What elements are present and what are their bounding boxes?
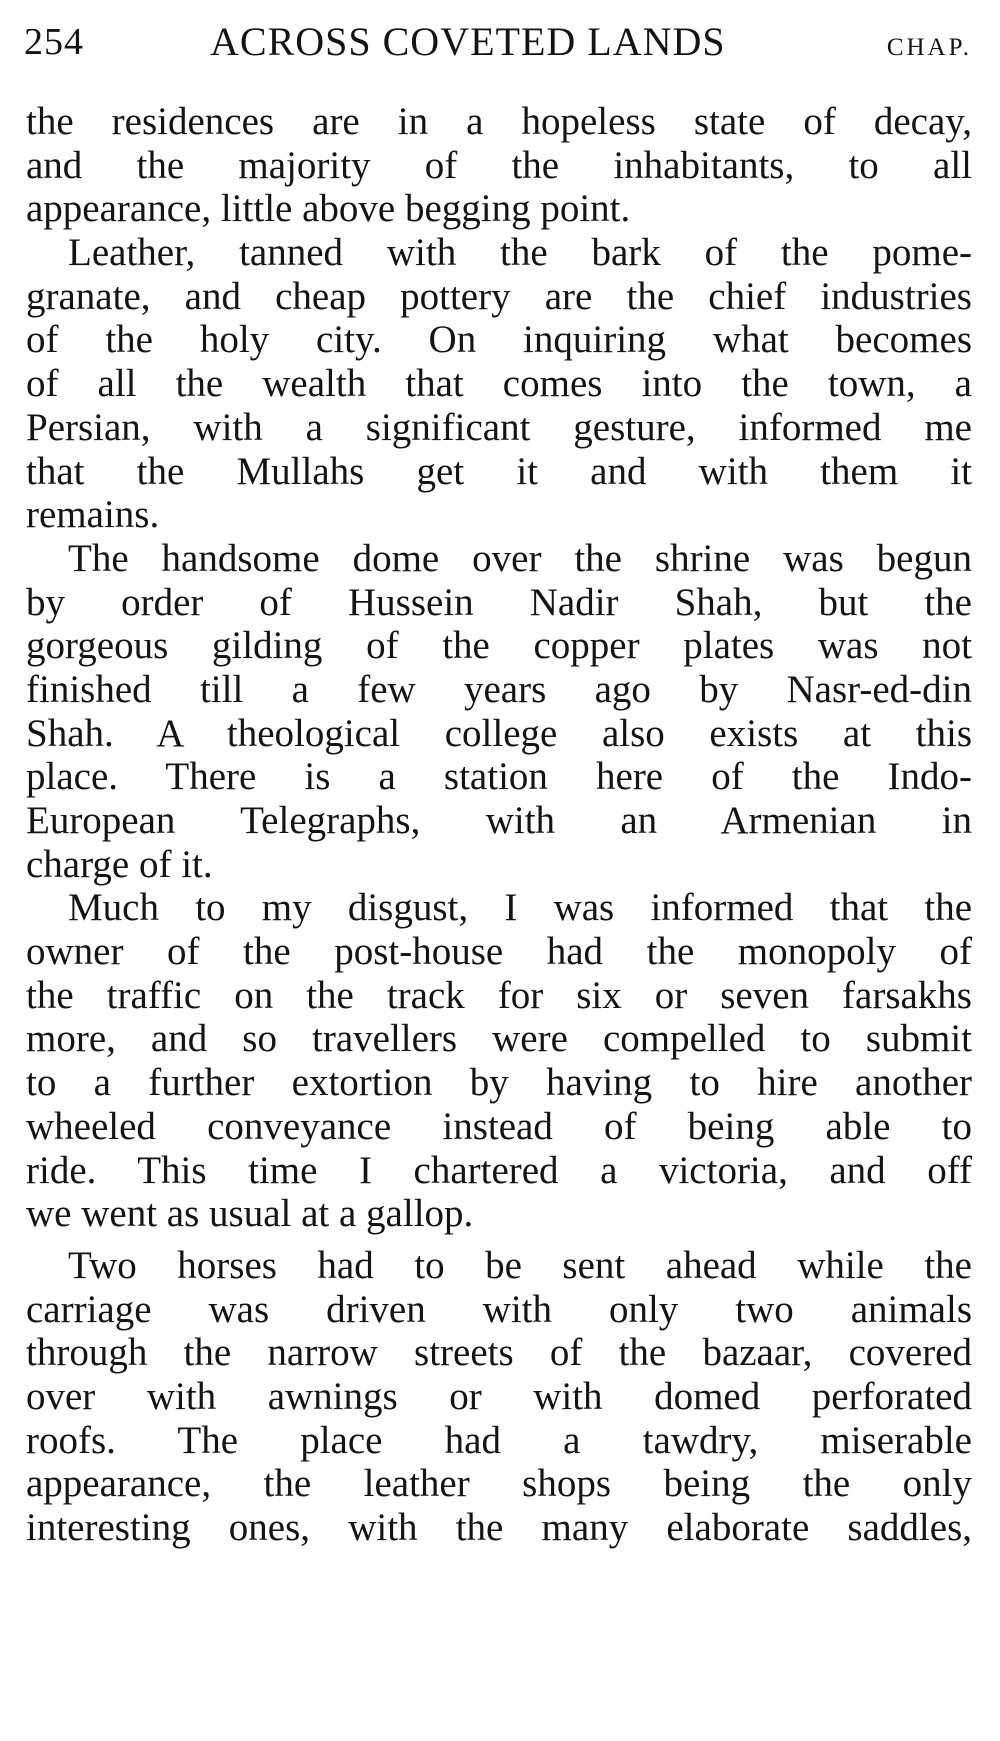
text-line: Leather, tanned with the bark of the pome- — [68, 231, 972, 275]
text-line: to a further extortion by having to hire another — [26, 1061, 972, 1105]
text-line: place. There is a station here of the Indo- — [26, 755, 972, 799]
page-number: 254 — [24, 21, 84, 63]
text-line: the residences are in a hopeless state of decay, — [26, 100, 972, 143]
text-line: gorgeous gilding of the copper plates was not — [26, 624, 972, 668]
text-line: over with awnings or with domed perforated — [26, 1374, 972, 1418]
text-line: Two horses had to be sent ahead while the — [68, 1243, 972, 1287]
paragraph-5 — [26, 1244, 972, 1550]
text-line: we went as usual at a gallop. — [26, 1192, 474, 1236]
text-line: charge of it. — [26, 842, 213, 886]
paragraph-1 — [26, 100, 972, 231]
text-line: ride. This time I chartered a victoria, and off — [26, 1148, 972, 1192]
text-line: Persian, with a significant gesture, informed me — [26, 405, 972, 449]
text-line: interesting ones, with the many elaborate saddles, — [26, 1506, 972, 1549]
text-line: of all the wealth that comes into the town, a — [26, 362, 972, 406]
paragraph-3 — [26, 537, 972, 887]
text-line: by order of Hussein Nadir Shah, but the — [26, 580, 972, 624]
text-line: The handsome dome over the shrine was begun — [68, 536, 972, 580]
body-text — [26, 100, 972, 1550]
running-title: ACROSS COVETED LANDS — [210, 19, 726, 64]
text-line: through the narrow streets of the bazaar, covered — [26, 1331, 972, 1375]
running-head — [24, 14, 972, 70]
text-line: granate, and cheap pottery are the chief industries — [26, 274, 972, 318]
paragraph-spacer — [26, 1236, 972, 1244]
text-line: Shah. A theological college also exists at this — [26, 711, 972, 755]
text-line: finished till a few years ago by Nasr-ed-din — [26, 667, 972, 711]
text-line: roofs. The place had a tawdry, miserable — [26, 1418, 972, 1462]
chapter-abbreviation: CHAP. — [886, 34, 972, 61]
text-line: appearance, the leather shops being the only — [26, 1462, 972, 1506]
text-line: the traffic on the track for six or seven farsakhs — [26, 973, 972, 1017]
text-line: of the holy city. On inquiring what becomes — [26, 318, 972, 362]
text-line: Much to my disgust, I was informed that the — [68, 886, 972, 930]
paragraph-2 — [26, 231, 972, 537]
text-line: and the majority of the inhabitants, to all — [26, 143, 972, 187]
text-line: owner of the post-house had the monopoly of — [26, 930, 972, 974]
text-line: European Telegraphs, with an Armenian in — [26, 799, 972, 842]
text-line: that the Mullahs get it and with them it — [26, 449, 972, 493]
text-line: more, and so travellers were compelled to submit — [26, 1017, 972, 1061]
text-line: remains. — [26, 493, 160, 537]
text-line: wheeled conveyance instead of being able to — [26, 1104, 972, 1148]
paragraph-4 — [26, 886, 972, 1236]
text-line: appearance, little above begging point. — [26, 187, 631, 231]
text-line: carriage was driven with only two animals — [26, 1287, 972, 1331]
